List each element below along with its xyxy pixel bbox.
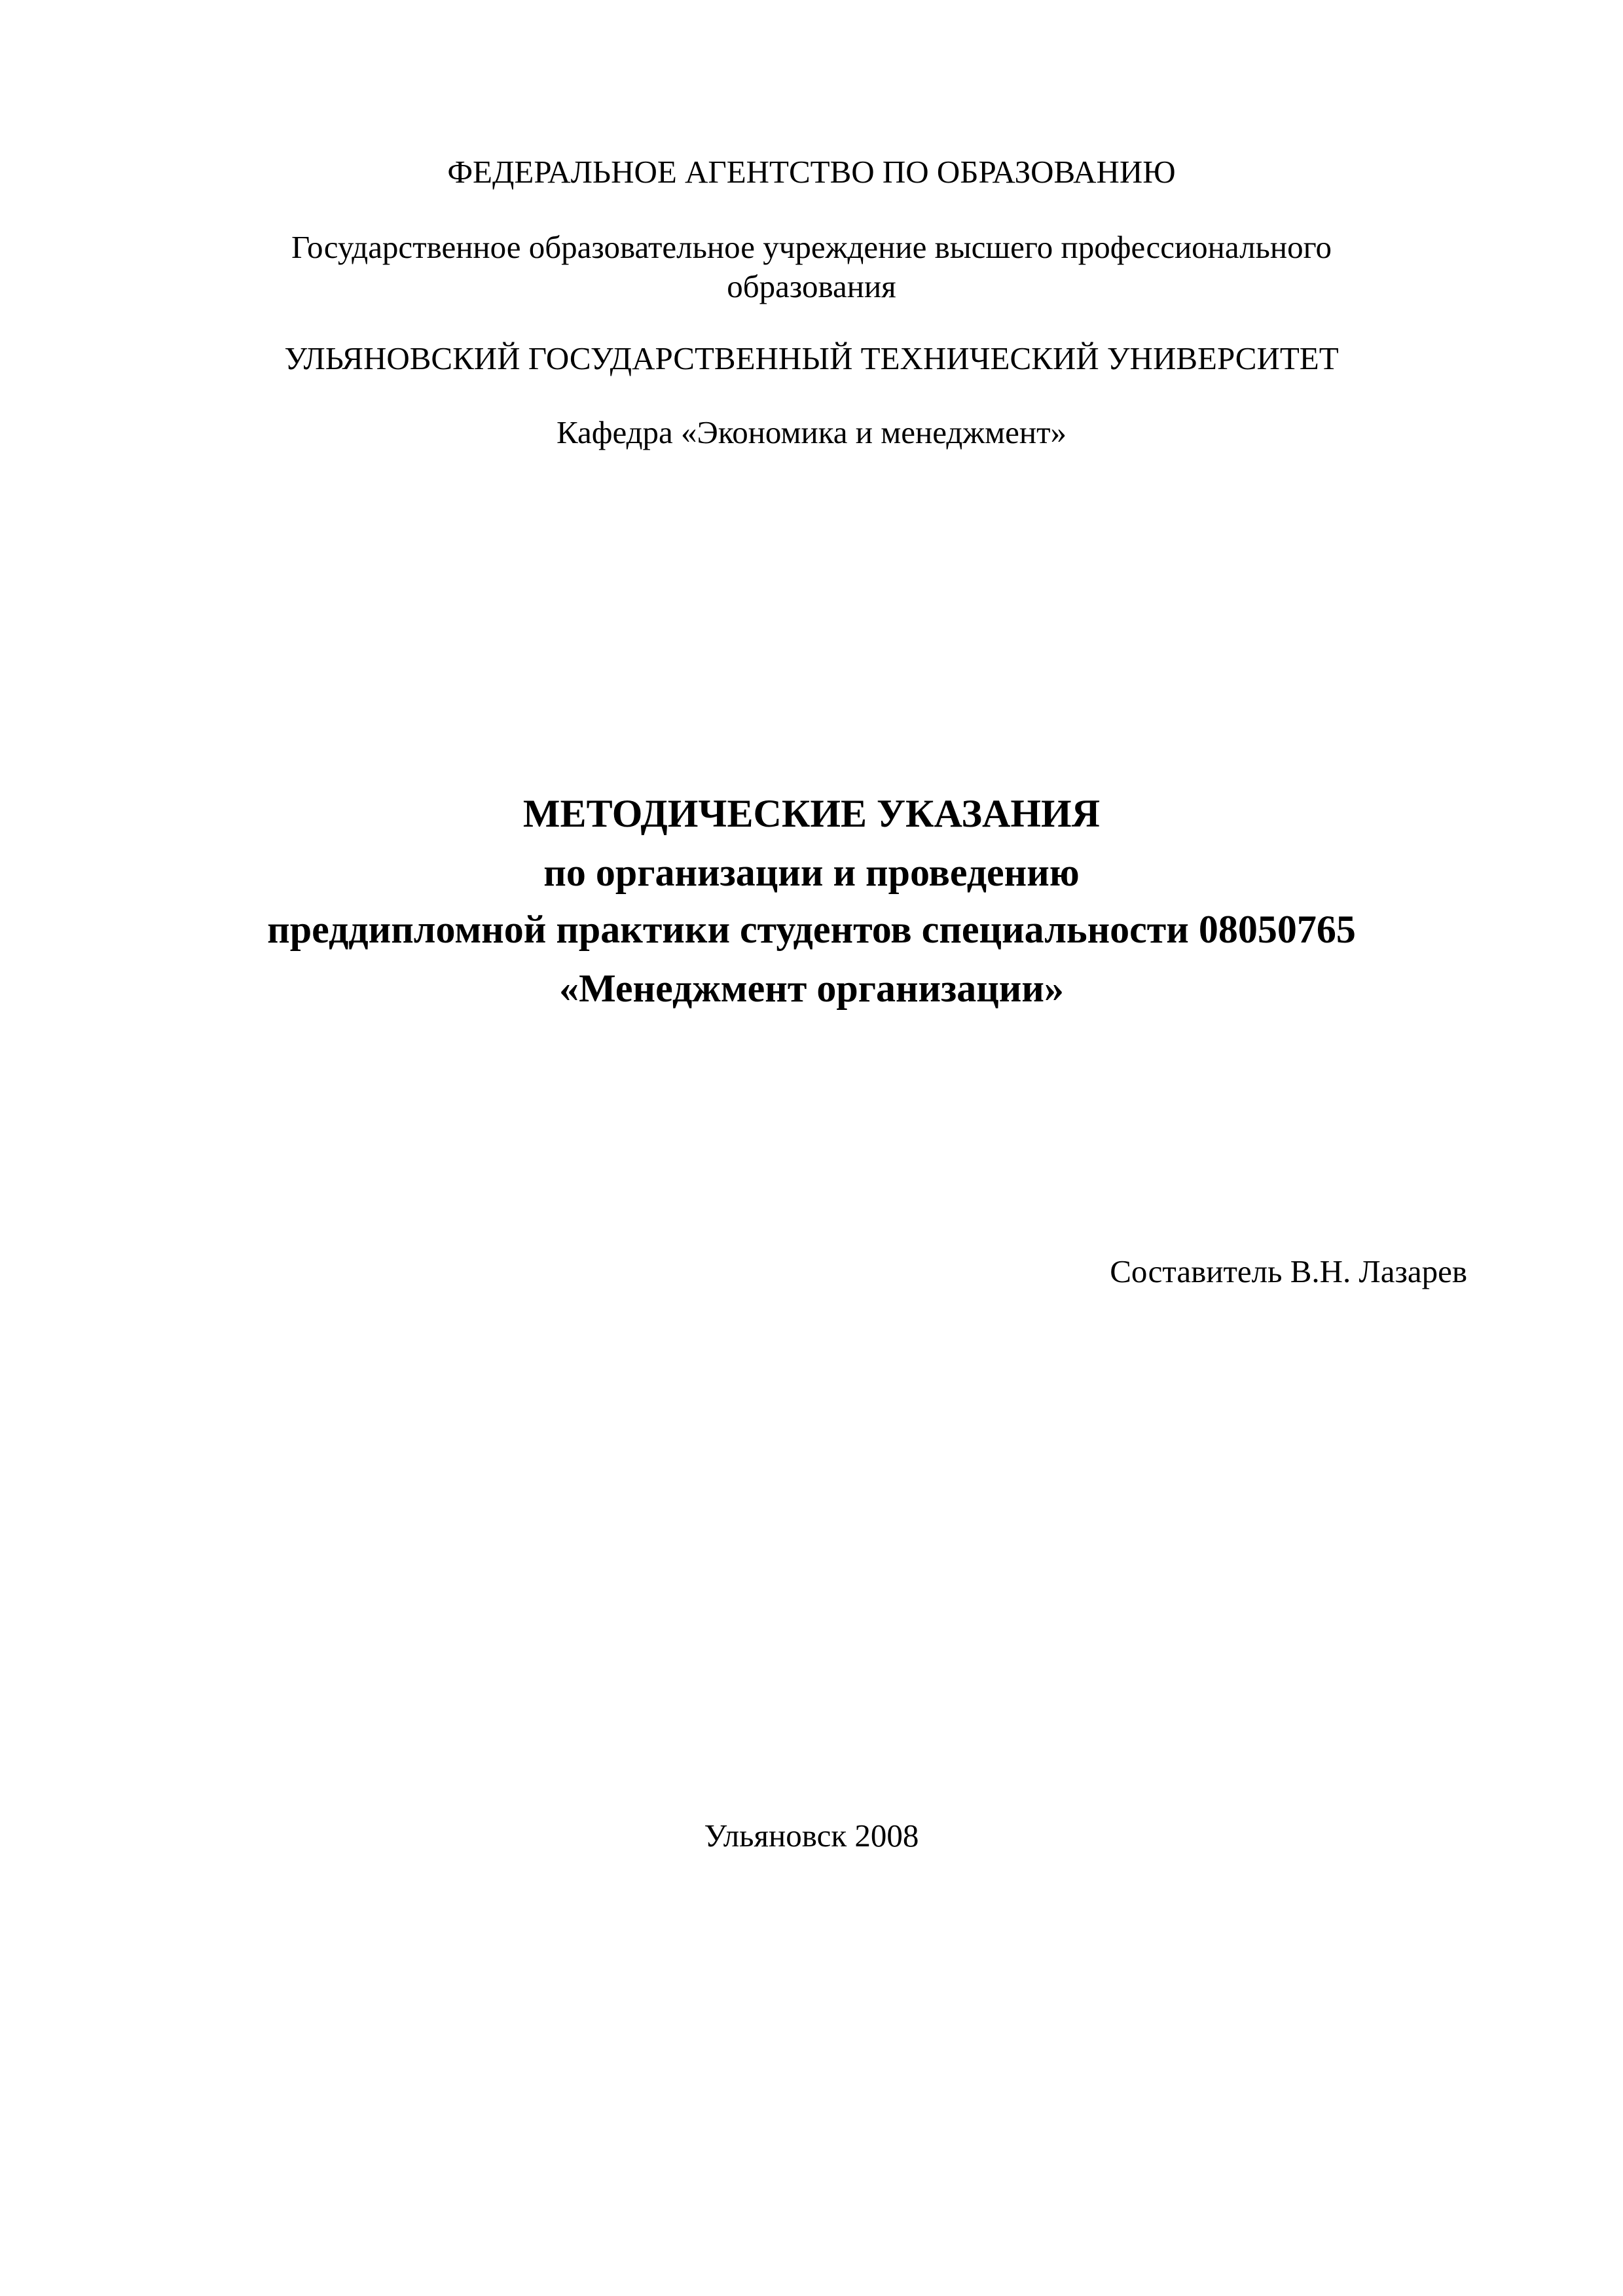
compiler-credit: Составитель В.Н. Лазарев xyxy=(1110,1253,1467,1289)
city-and-year: Ульяновск 2008 xyxy=(704,1818,919,1854)
document-subtitle-line-1: по организации и проведению xyxy=(543,851,1080,894)
document-title: МЕТОДИЧЕСКИЕ УКАЗАНИЯ xyxy=(522,792,1101,835)
document-subtitle-line-3: «Менеджмент организации» xyxy=(559,967,1064,1010)
department-name: Кафедра «Экономика и менеджмент» xyxy=(556,414,1067,450)
university-name: УЛЬЯНОВСКИЙ ГОСУДАРСТВЕННЫЙ ТЕХНИЧЕСКИЙ УНИВЕРСИТЕТ xyxy=(284,340,1339,376)
document-subtitle-line-2: преддипломной практики студентов специальности 08050765 xyxy=(267,908,1356,951)
institution-type-line-2: образования xyxy=(727,268,896,304)
institution-type-line-1: Государственное образовательное учреждение высшего профессионального xyxy=(291,229,1332,265)
agency-name: ФЕДЕРАЛЬНОЕ АГЕНТСТВО ПО ОБРАЗОВАНИЮ xyxy=(447,154,1176,190)
